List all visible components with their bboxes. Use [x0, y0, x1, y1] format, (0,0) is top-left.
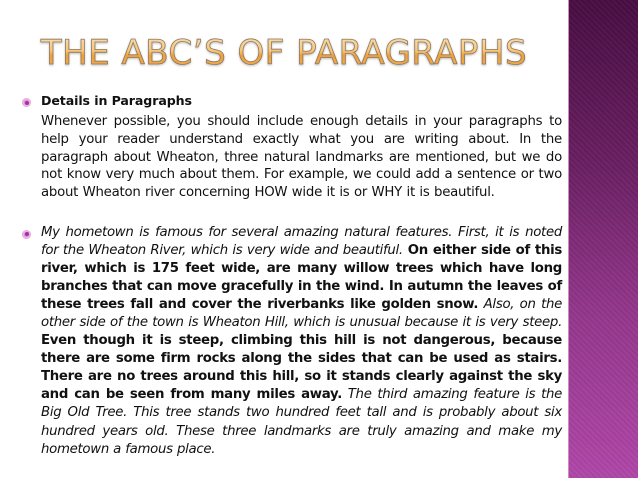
- example-paragraph: [41, 224, 562, 459]
- italic-segment: My hometown is famous for several amazing natural features. First, it is noted for the Wheaton River, which is very wide and beautiful.: [41, 224, 562, 259]
- bold-segment: Even though it is steep, climbing this hill is not dangerous, because there are some firm rocks along the sides that can be used as stairs. There are no trees around this hill, so it stands clearly against the sky and can be seen from many miles away.: [41, 333, 562, 403]
- decorative-sidebar: [568, 0, 638, 478]
- bullet-item-details: [22, 92, 562, 202]
- italic-segment: The third amazing feature is the Big Old Tree. This tree stands two hundred feet tall and is probably about six hundred years old. These three landmarks are truly amazing and make my hometown a famous place.: [41, 387, 562, 457]
- slide-content: [22, 92, 562, 459]
- bullet-heading: Details in Paragraphs: [41, 93, 192, 108]
- bullet-item-example-paragraph: [22, 224, 562, 459]
- circle-bullet-icon: [22, 98, 31, 107]
- italic-segment: Also, on the other side of the town is Wheaton Hill, which is unusual because it is very steep.: [41, 297, 562, 331]
- bold-segment: On either side of this river, which is 175 feet wide, are many willow trees which have long branches that can move gracefully in the wind. In autumn the leaves of these trees fall and cover the riverbanks like golden snow.: [41, 243, 563, 313]
- circle-bullet-icon: [22, 230, 31, 239]
- bullet-paragraph: Whenever possible, you should include enough details in your paragraphs to help your reader understand exactly what you are writing about. In the paragraph about Wheaton, three natural landmarks are mentioned, but we do not know very much about them. For example, we could add a sentence or two about Wheaton river concerning HOW wide it is or WHY it is beautiful.: [41, 114, 562, 201]
- slide-title: THE ABC’S OF PARAGRAPHS: [0, 28, 568, 78]
